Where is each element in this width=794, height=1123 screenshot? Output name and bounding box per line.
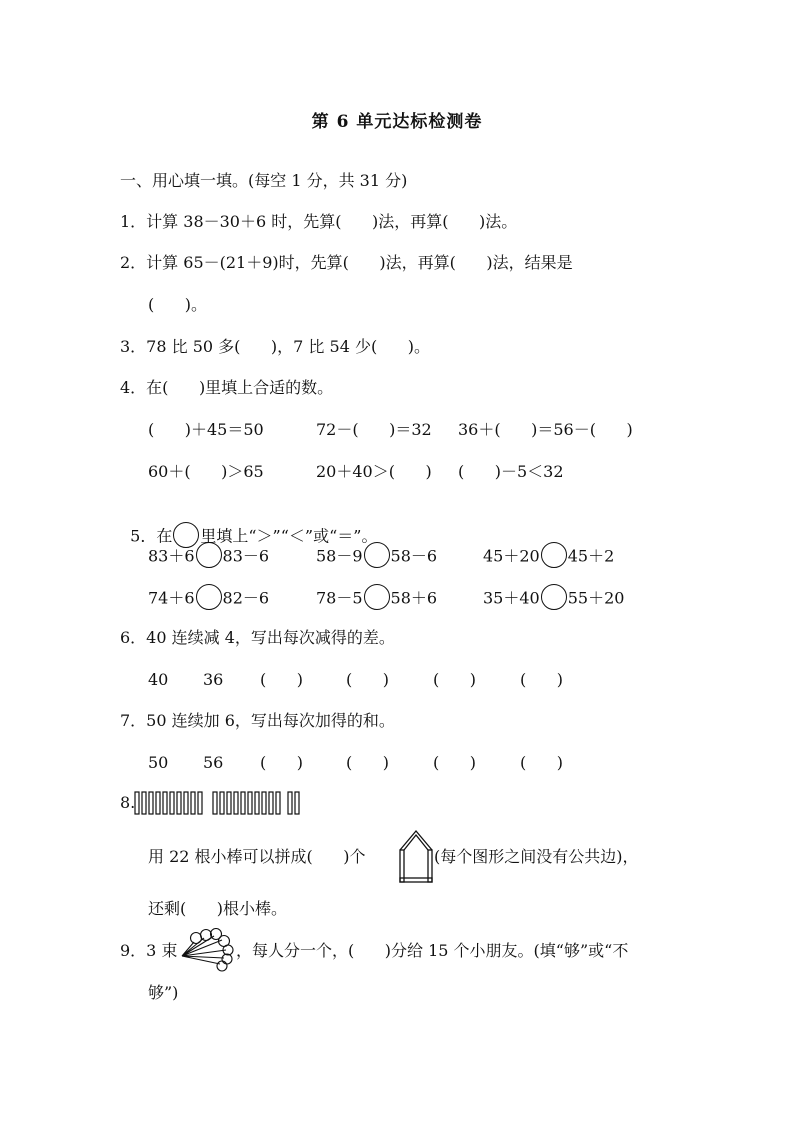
compare-circle-icon[interactable] [196,542,222,568]
seq-item: 56 [203,753,224,772]
compare-circle-icon[interactable] [541,542,567,568]
question-7: 7．50 连续加 6，写出每次加得的和。 [120,711,395,730]
compare-item: 58－9 58－6 [316,544,437,570]
question-8-number: 8. [120,793,136,812]
question-1: 1．计算 38－30＋6 时，先算( )法，再算( )法。 [120,212,518,231]
seq-item: ( ) [260,670,303,689]
seq-item: 40 [148,670,169,689]
question-2-cont: ( )。 [148,295,208,314]
question-3: 3．78 比 50 多( )，7 比 54 少( )。 [120,337,430,356]
section-heading: 一、用心填一填。(每空 1 分，共 31 分) [120,171,408,190]
question-9-cont: 够”) [148,983,179,1002]
q4-item: 60＋( )＞65 [148,462,264,481]
q4-item: 20＋40＞( ) [316,462,432,481]
seq-item: 50 [148,753,169,772]
q4-item: 72－( )＝32 [316,420,432,439]
compare-item: 78－5 58＋6 [316,586,437,612]
sticks-icon [133,790,303,816]
seq-item: ( ) [260,753,303,772]
compare-item: 83＋6 83－6 [148,544,269,570]
compare-circle-icon[interactable] [196,584,222,610]
compare-item: 45＋20 45＋2 [483,544,614,570]
compare-item: 35＋40 55＋20 [483,586,624,612]
question-8-remaining: 还剩( )根小棒。 [148,899,288,918]
seq-item: ( ) [346,670,389,689]
page-title: 第 6 单元达标检测卷 [311,112,483,132]
seq-item: ( ) [346,753,389,772]
question-5 [120,502,377,550]
compare-item: 74＋6 82－6 [148,586,269,612]
question-2: 2．计算 65－(21＋9)时，先算( )法，再算( )法，结果是 [120,253,573,272]
house-shape-icon [396,828,436,884]
question-9-text: ，每人分一个，( )分给 15 个小朋友。(填“够”或“不 [236,941,629,960]
question-8-text: 用 22 根小棒可以拼成( )个 [148,847,366,866]
seq-item: 36 [203,670,224,689]
seq-item: ( ) [520,753,563,772]
seq-item: ( ) [433,670,476,689]
seq-item: ( ) [520,670,563,689]
question-8-text-b: (每个图形之间没有公共边)， [434,847,639,866]
question-9: 9．3 束 [120,941,178,960]
question-6: 6．40 连续减 4，写出每次减得的差。 [120,628,395,647]
compare-circle-icon[interactable] [364,542,390,568]
compare-circle-icon[interactable] [541,584,567,610]
question-4: 4．在( )里填上合适的数。 [120,378,334,397]
q4-item: ( )＋45＝50 [148,420,264,439]
q5-text-a: 5．在 [130,526,173,546]
q4-item: ( )－5＜32 [458,462,564,481]
q5-text-b: 里填上“＞”“＜”或“＝”。 [200,526,378,546]
seq-item: ( ) [433,753,476,772]
compare-circle-icon[interactable] [364,584,390,610]
balloons-icon [180,928,238,972]
q4-item: 36＋( )＝56－( ) [458,420,633,439]
